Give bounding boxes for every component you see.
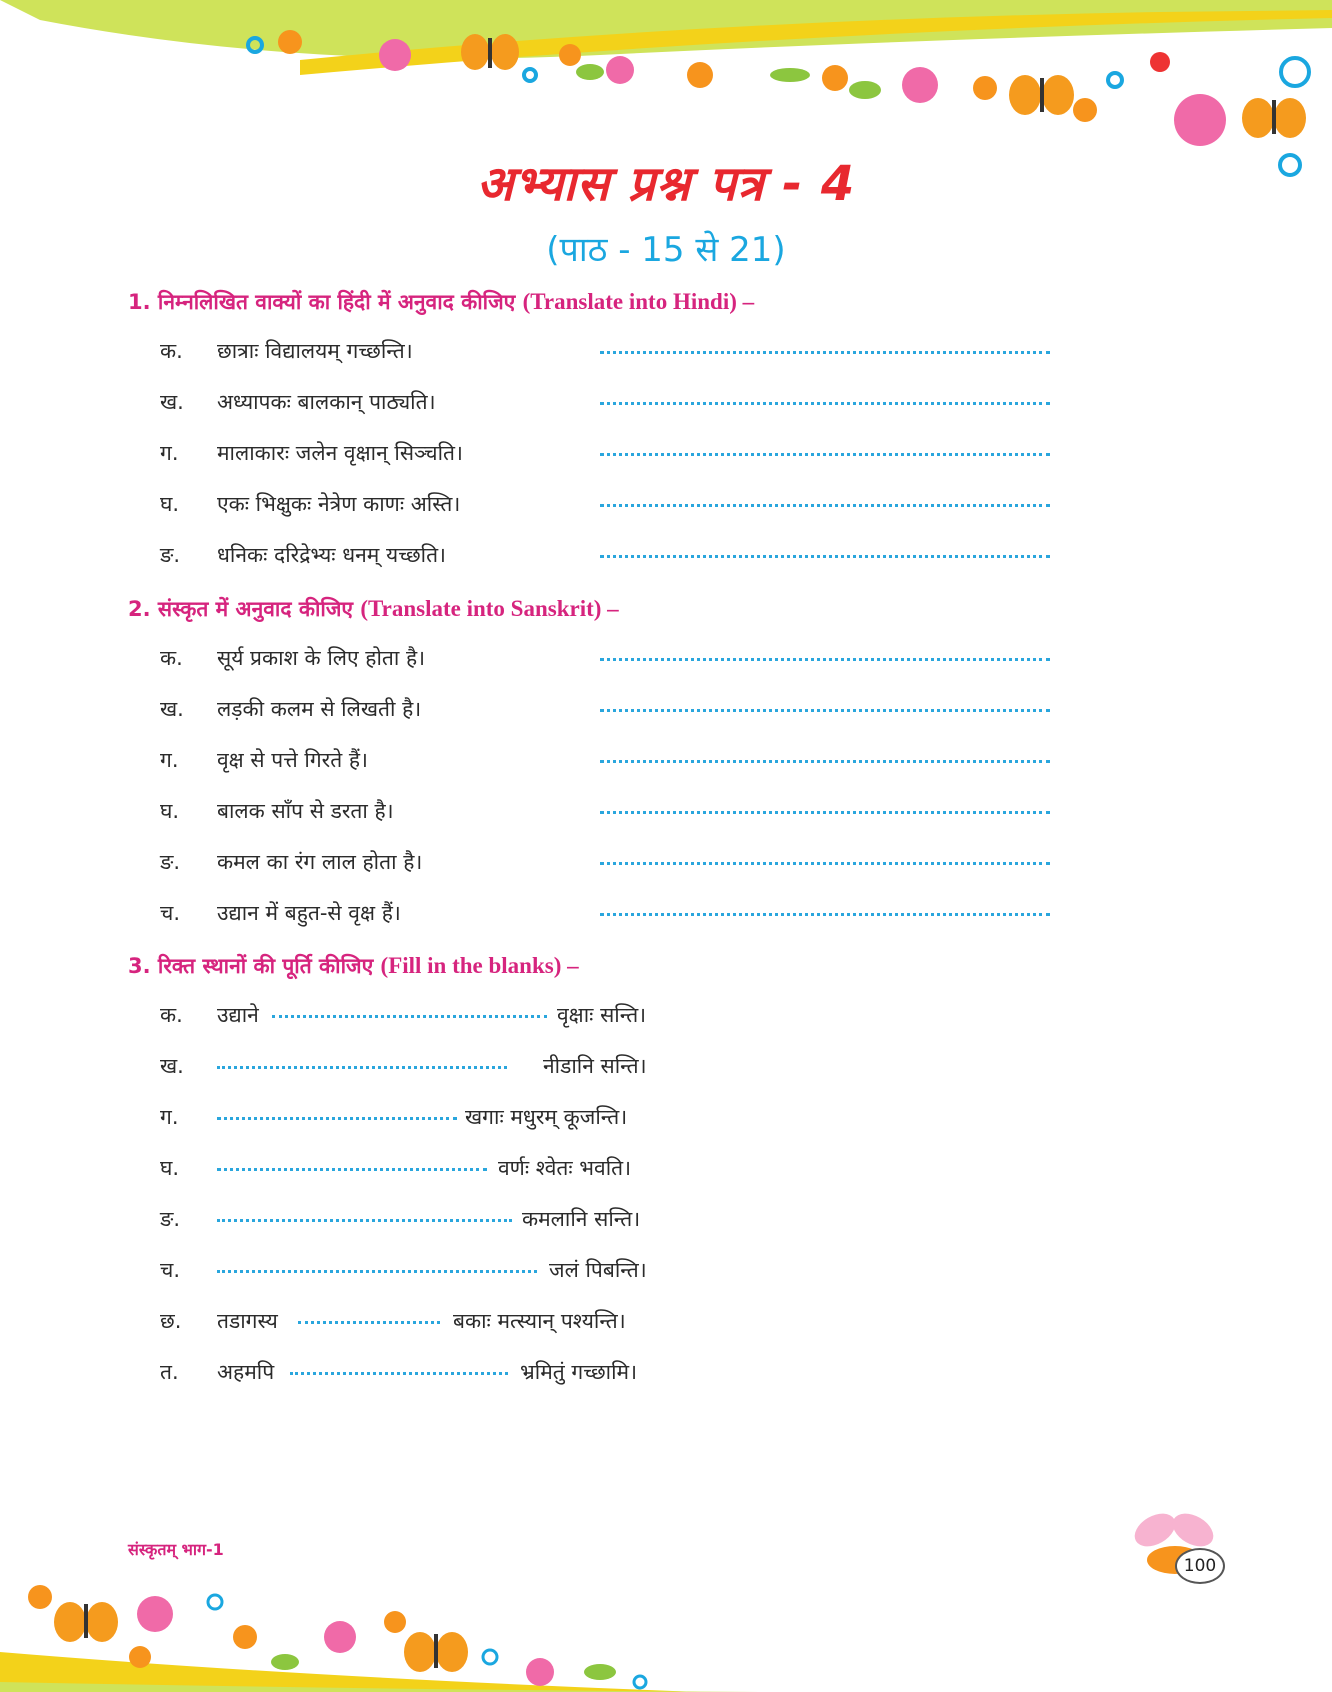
question-2-title-en: (Translate into Sanskrit) – (360, 596, 619, 621)
butterfly-icon (404, 1632, 468, 1672)
answer-line[interactable] (600, 913, 1050, 916)
item-text: एकः भिक्षुकः नेत्रेण काणः अस्ति। (217, 492, 461, 516)
item-label: ख. (160, 390, 184, 414)
item-label: ग. (160, 1105, 179, 1129)
page-number: 100 (1175, 1548, 1225, 1584)
item-label: ङ. (160, 850, 181, 874)
book-title: संस्कृतम् भाग-1 (128, 1540, 224, 1559)
item-suffix: वर्णः श्वेतः भवति। (498, 1156, 632, 1180)
butterfly-icon (461, 34, 519, 70)
item-prefix: अहमपि (217, 1360, 275, 1384)
blank-line[interactable] (217, 1219, 512, 1222)
item-prefix: उद्याने (217, 1003, 259, 1027)
butterfly-icon (54, 1602, 118, 1642)
answer-line[interactable] (600, 709, 1050, 712)
item-text: सूर्य प्रकाश के लिए होता है। (217, 646, 426, 670)
item-label: छ. (160, 1309, 182, 1333)
answer-line[interactable] (600, 402, 1050, 405)
item-label: क. (160, 339, 183, 363)
item-label: ङ. (160, 543, 181, 567)
blank-line[interactable] (217, 1066, 507, 1069)
item-suffix: नीडानि सन्ति। (543, 1054, 647, 1078)
item-text: कमल का रंग लाल होता है। (217, 850, 423, 874)
blank-line[interactable] (272, 1015, 547, 1018)
item-suffix: खगाः मधुरम् कूजन्ति। (465, 1105, 628, 1129)
item-text: छात्राः विद्यालयम् गच्छन्ति। (217, 339, 413, 363)
item-label: घ. (160, 799, 180, 823)
item-text: मालाकारः जलेन वृक्षान् सिञ्चति। (217, 441, 463, 465)
question-1-heading (128, 288, 754, 316)
item-suffix: बकाः मत्स्यान् पश्यन्ति। (453, 1309, 626, 1333)
question-2-title: 2. संस्कृत में अनुवाद कीजिए (128, 597, 354, 621)
answer-line[interactable] (600, 351, 1050, 354)
answer-line[interactable] (600, 453, 1050, 456)
item-text: अध्यापकः बालकान् पाठ्यति। (217, 390, 436, 414)
item-label: त. (160, 1360, 179, 1384)
item-label: च. (160, 901, 181, 925)
page-subtitle: (पाठ - 15 से 21) (546, 230, 786, 270)
item-label: च. (160, 1258, 181, 1282)
answer-line[interactable] (600, 862, 1050, 865)
blank-line[interactable] (298, 1321, 440, 1324)
butterfly-icon (1242, 98, 1306, 138)
page-title: अभ्यास प्रश्न पत्र - 4 (476, 156, 856, 212)
item-suffix: कमलानि सन्ति। (522, 1207, 641, 1231)
blank-line[interactable] (290, 1372, 508, 1375)
blank-line[interactable] (217, 1270, 537, 1273)
item-label: ग. (160, 441, 179, 465)
item-suffix: भ्रमितुं गच्छामि। (520, 1360, 638, 1384)
answer-line[interactable] (600, 760, 1050, 763)
item-text: उद्यान में बहुत-से वृक्ष हैं। (217, 901, 401, 925)
answer-line[interactable] (600, 811, 1050, 814)
question-3-heading (128, 952, 579, 980)
item-suffix: जलं पिबन्ति। (549, 1258, 647, 1282)
item-label: क. (160, 646, 183, 670)
item-text: लड़की कलम से लिखती है। (217, 697, 422, 721)
item-label: घ. (160, 1156, 180, 1180)
item-label: ङ. (160, 1207, 181, 1231)
item-label: ग. (160, 748, 179, 772)
question-3-title: 3. रिक्त स्थानों की पूर्ति कीजिए (128, 954, 374, 978)
question-3-title-en: (Fill in the blanks) – (380, 953, 579, 978)
question-1-title: 1. निम्नलिखित वाक्यों का हिंदी में अनुवाद कीजिए (128, 290, 516, 314)
bottom-floral-border (0, 1542, 1332, 1692)
question-1-title-en: (Translate into Hindi) – (522, 289, 755, 314)
answer-line[interactable] (600, 555, 1050, 558)
answer-line[interactable] (600, 504, 1050, 507)
question-2-heading (128, 595, 619, 623)
butterfly-icon (1009, 75, 1074, 115)
item-text: बालक साँप से डरता है। (217, 799, 394, 823)
item-label: क. (160, 1003, 183, 1027)
answer-line[interactable] (600, 658, 1050, 661)
item-label: घ. (160, 492, 180, 516)
item-label: ख. (160, 1054, 184, 1078)
blank-line[interactable] (217, 1168, 487, 1171)
blank-line[interactable] (217, 1117, 457, 1120)
item-suffix: वृक्षाः सन्ति। (557, 1003, 647, 1027)
item-text: वृक्ष से पत्ते गिरते हैं। (217, 748, 368, 772)
item-prefix: तडागस्य (217, 1309, 278, 1333)
item-label: ख. (160, 697, 184, 721)
item-text: धनिकः दरिद्रेभ्यः धनम् यच्छति। (217, 543, 447, 567)
